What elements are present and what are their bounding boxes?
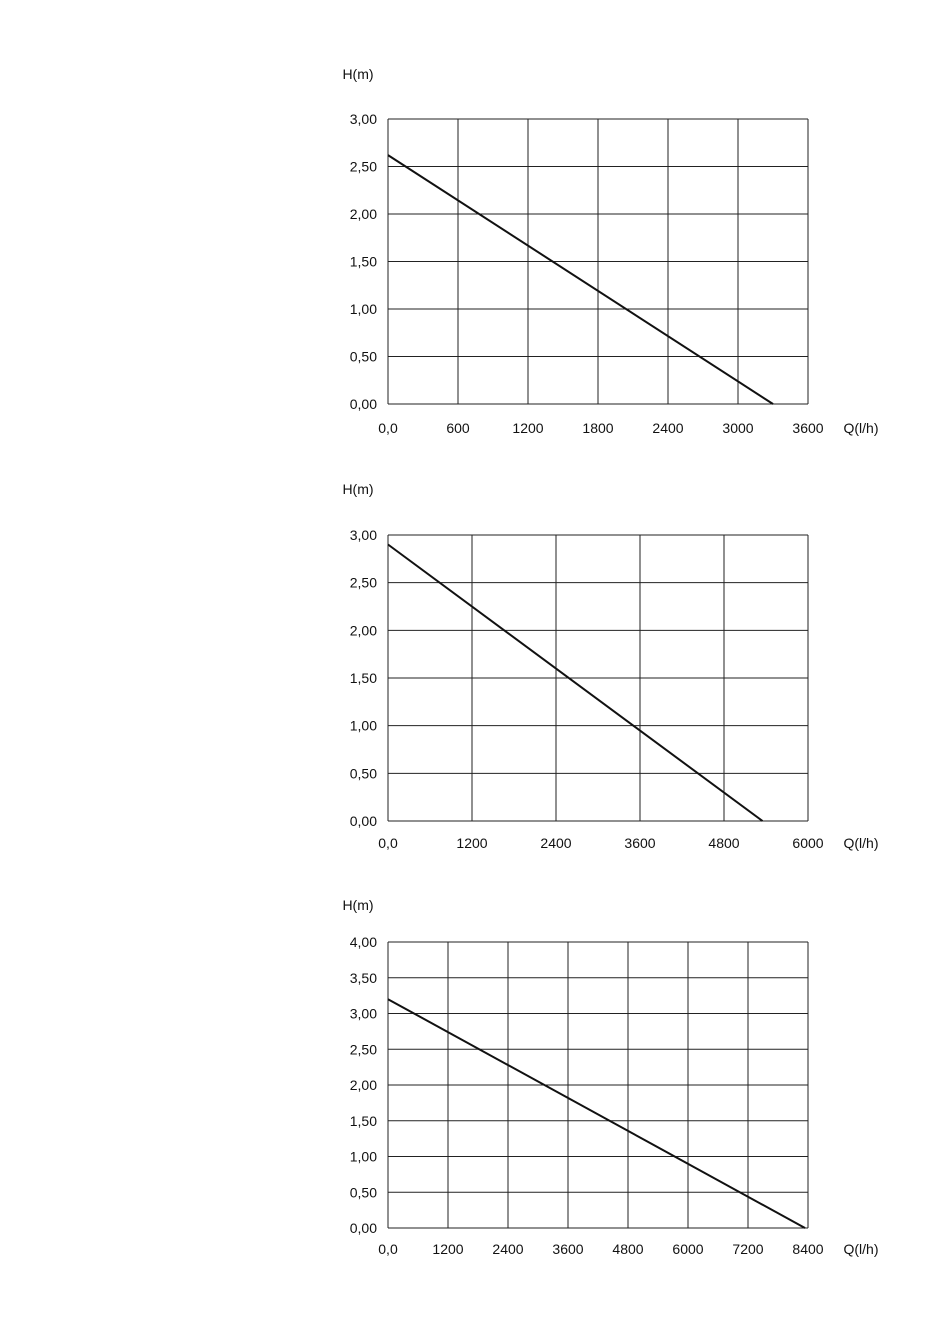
chart2-x-axis-title: Q(l/h) bbox=[843, 835, 879, 851]
chart1-y-tick-label: 2,00 bbox=[349, 206, 377, 222]
chart1-x-tick-label: 600 bbox=[446, 420, 470, 436]
chart1-x-tick-label: 0,0 bbox=[378, 420, 398, 436]
chart1-x-axis-title: Q(l/h) bbox=[843, 420, 879, 436]
chart3-y-tick-label: 4,00 bbox=[349, 934, 377, 950]
chart2-y-axis-title: H(m) bbox=[342, 481, 374, 497]
chart3-x-tick-label: 8400 bbox=[792, 1241, 824, 1257]
chart2-y-tick-label: 0,00 bbox=[349, 813, 377, 829]
chart2-y-tick-label: 2,00 bbox=[349, 622, 377, 639]
chart1-x-tick-label: 1800 bbox=[582, 420, 614, 436]
chart3-x-tick-label: 6000 bbox=[672, 1241, 704, 1257]
chart2-x-tick-label: 2400 bbox=[540, 835, 572, 851]
chart2-y-tick-label: 1,00 bbox=[349, 717, 377, 734]
chart2-x-tick-label: 4800 bbox=[708, 835, 740, 851]
chart3-y-tick-label: 2,50 bbox=[349, 1041, 377, 1058]
chart1-y-tick-label: 2,50 bbox=[349, 158, 377, 175]
chart3-y-axis-title: H(m) bbox=[342, 897, 374, 913]
chart3-x-axis-title: Q(l/h) bbox=[843, 1241, 879, 1257]
chart1-y-tick-label: 1,00 bbox=[349, 301, 377, 317]
chart2-y-tick-label: 1,50 bbox=[349, 670, 377, 686]
chart1-x-tick-label: 2400 bbox=[652, 420, 684, 436]
chart2-series-line bbox=[388, 545, 763, 822]
chart3-x-tick-label: 1200 bbox=[432, 1241, 464, 1257]
chart3-x-tick-label: 0,0 bbox=[378, 1241, 398, 1257]
chart2-y-tick-label: 0,50 bbox=[349, 765, 377, 782]
chart3-y-tick-label: 3,00 bbox=[349, 1005, 377, 1022]
chart1-y-tick-label: 3,00 bbox=[349, 111, 377, 127]
chart1-y-tick-label: 0,00 bbox=[349, 396, 377, 412]
chart1-x-tick-label: 3600 bbox=[792, 420, 824, 436]
chart3-x-tick-label: 2400 bbox=[492, 1241, 524, 1257]
chart1-x-tick-label: 1200 bbox=[512, 420, 544, 436]
chart3-x-tick-label: 7200 bbox=[732, 1241, 764, 1257]
chart3-x-tick-label: 3600 bbox=[552, 1241, 584, 1257]
chart1-series-line bbox=[388, 155, 773, 404]
chart3-y-tick-label: 1,50 bbox=[349, 1112, 377, 1129]
chart3-y-tick-label: 0,00 bbox=[349, 1220, 377, 1236]
chart3-y-tick-label: 1,00 bbox=[349, 1148, 377, 1165]
chart2-x-tick-label: 6000 bbox=[792, 835, 824, 851]
chart3-y-tick-label: 0,50 bbox=[349, 1184, 377, 1201]
chart3-x-tick-label: 4800 bbox=[612, 1241, 644, 1257]
chart2-y-tick-label: 3,00 bbox=[349, 527, 377, 543]
chart2-y-tick-label: 2,50 bbox=[349, 574, 377, 591]
chart1-y-tick-label: 1,50 bbox=[349, 253, 377, 270]
chart2-x-tick-label: 3600 bbox=[624, 835, 656, 851]
chart2-x-tick-label: 0,0 bbox=[378, 835, 398, 851]
chart2-x-tick-label: 1200 bbox=[456, 835, 488, 851]
chart1-y-tick-label: 0,50 bbox=[349, 348, 377, 365]
chart3-series-line bbox=[388, 999, 805, 1228]
chart1-x-tick-label: 3000 bbox=[722, 420, 754, 436]
chart3-y-tick-label: 2,00 bbox=[349, 1077, 377, 1093]
chart1-y-axis-title: H(m) bbox=[342, 66, 374, 82]
chart3-y-tick-label: 3,50 bbox=[349, 969, 377, 986]
